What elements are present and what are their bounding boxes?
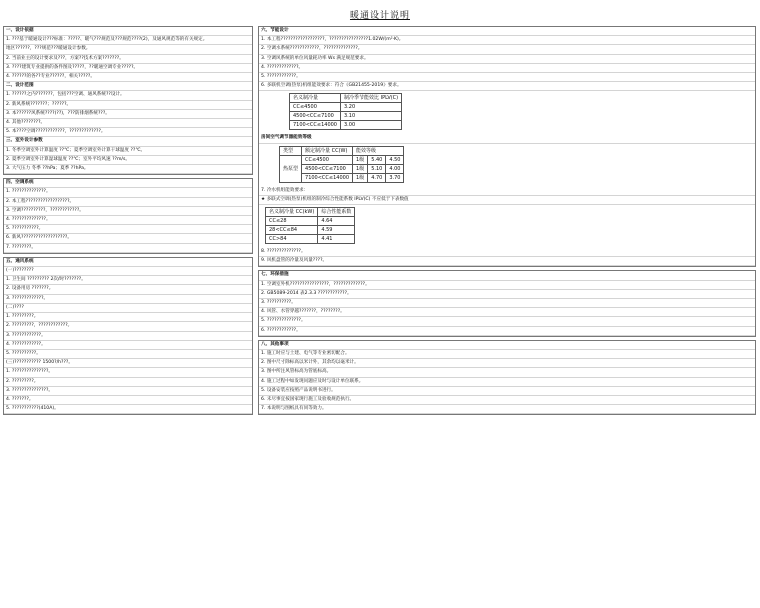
table3-cell: 4.59: [318, 226, 355, 235]
note-line: 2. 新风系统???????；??????。: [4, 101, 252, 110]
left-column: [3, 26, 253, 418]
note-line: 一、设计依据: [4, 27, 252, 36]
note-line: 6. 多联机空调(热泵)机组能效要求：符合《GB21455-2019》要求。: [259, 82, 755, 91]
note-line: 3. ????建筑专业提供的条件图及?????，??暖通空调专业?????。: [4, 64, 252, 73]
note-line: 五、通风系统: [4, 258, 252, 267]
note-line: 5. ???????????(410A)。: [4, 405, 252, 414]
right-section-1: [258, 26, 756, 267]
note-line: 6. 新风???????????????????。: [4, 234, 252, 243]
table2-cell: CC≤4500: [302, 155, 353, 164]
note-line: 地区??????，???规范???暖通设计参数。: [4, 45, 252, 54]
right-column: [258, 26, 756, 418]
note-line: 6. ????????????。: [259, 327, 755, 336]
table2-type: 热泵型: [280, 155, 302, 182]
note-line: 7. ????????。: [4, 244, 252, 253]
note-line: 3. 空调风系统的单位风量耗功率 Ws 满足规范要求。: [259, 55, 755, 64]
note-line: 9. 风机盘管的冷量及风量????。: [259, 257, 755, 266]
note-line: 3. ?????????????。: [4, 295, 252, 304]
table3-cell: 4.41: [318, 235, 355, 244]
note-line: 八、其他事项: [259, 341, 755, 350]
note-line: 1. 空调室外机????????????????，?????????????。: [259, 281, 755, 290]
note-line: 7. 冷水机组能效要求：: [259, 187, 755, 196]
right-section-1c-lines: [259, 248, 755, 266]
table1-cell: CC≤4500: [290, 103, 341, 112]
note-line: 4. ??????????????。: [4, 216, 252, 225]
table2-cell: 4.70: [368, 173, 386, 182]
note-line: 1. ??????之内???????，包括???空调、通风系统??设计。: [4, 91, 252, 100]
note-line: 四、空调系统: [4, 179, 252, 188]
note-line: 2. 空调水系统????????????，??????????????。: [259, 45, 755, 54]
note-line: 6. 未尽事宜按国家现行施工及验收规范执行。: [259, 396, 755, 405]
table2-cell: 4.00: [386, 164, 404, 173]
table2-cell: 1级: [353, 173, 368, 182]
table2-cell: 5.40: [368, 155, 386, 164]
table1-header-1: 制冷季节能效比 IPLV(C): [341, 94, 402, 103]
note-line: ★ 多联式空调(热泵)机组的制冷综合性能系数 IPLV(C) 不应低于下表数值: [259, 196, 755, 205]
note-line: 2. 当前业主的设计要求及???，方案??技术方案???????。: [4, 55, 252, 64]
right-section-1-lines: [259, 27, 755, 91]
note-line: 4. 其他????????。: [4, 119, 252, 128]
table3-cell: 28<CC≤84: [266, 226, 318, 235]
table3-header: 综合性能系数: [318, 208, 355, 217]
note-line: 2. ?????????。: [4, 378, 252, 387]
table1-cell: 3.10: [341, 112, 402, 121]
table2-cell: 4.50: [386, 155, 404, 164]
note-line: 5. ???????????。: [4, 225, 252, 234]
note-line: 4. ?????????????。: [259, 64, 755, 73]
note-line: 3. ???????????????。: [4, 387, 252, 396]
table3-cell: CC>84: [266, 235, 318, 244]
note-line: 3. 本??????风系统????(??)，???防排烟系统???。: [4, 110, 252, 119]
table3-cell: CC≤28: [266, 217, 318, 226]
note-line: 2. 图中尺寸除标高以米计外，其余均以毫米计。: [259, 359, 755, 368]
table1-cell: 4500<CC≤7100: [290, 112, 341, 121]
table1-cell: 3.20: [341, 103, 402, 112]
note-line: 5. 设备安装应按照产品说明书进行。: [259, 387, 755, 396]
table2-cell: 4500<CC≤7100: [302, 164, 353, 173]
note-line: (一)????????: [4, 267, 252, 276]
note-line: 2. 设备用房 ???????。: [4, 285, 252, 294]
table2-header: 额定制冷量 CC(W): [302, 146, 353, 155]
note-line: 3. ????????????。: [4, 332, 252, 341]
note-line: 2. ?????????，????????????。: [4, 322, 252, 331]
right-section-2: [258, 270, 756, 336]
table2-cell: 1级: [353, 155, 368, 164]
note-line: 2. 夏季空调室外计算湿球温度 ??℃；室外平均风速 ??m/s。: [4, 156, 252, 165]
note-line: 4. 风管、水管穿越???????，????????。: [259, 308, 755, 317]
note-line: 5. ??????????????。: [259, 317, 755, 326]
table2-cell: 5.10: [368, 164, 386, 173]
efficiency-table-1: [289, 93, 402, 130]
note-line: 4. ??????的各??专业??????，相关?????。: [4, 73, 252, 82]
note-line: 4. ???????。: [4, 396, 252, 405]
note-line: 二、设计范围: [4, 82, 252, 91]
note-line: 5. ????????????。: [259, 73, 755, 82]
note-line: 六、节能设计: [259, 27, 755, 36]
note-line: 1. 冬季空调室外计算温度 ??℃；夏季空调室外计算干球温度 ??℃。: [4, 147, 252, 156]
table2-caption: 房间空气调节器能效等级: [259, 134, 755, 143]
efficiency-table-2: [279, 146, 404, 183]
table2-cell: 1级: [353, 164, 368, 173]
note-line: 1. ???????????????。: [4, 368, 252, 377]
table1-cell: 3.00: [341, 121, 402, 130]
note-line: 7. 本说明与图纸具有同等效力。: [259, 405, 755, 414]
note-line: 1. ???基于暖通设计???标准：?????、暖气???规范及???规范????(2)，及通风规范等的有关规定。: [4, 36, 252, 45]
note-line: 4. ????????????。: [4, 341, 252, 350]
note-line: 4. 施工过程中如发现问题应及时与设计单位联系。: [259, 378, 755, 387]
page-title: 暖通设计说明: [349, 11, 410, 21]
table1-cell: 7100<CC≤14000: [290, 121, 341, 130]
note-line: 5. 本????空调????????????，?????????????。: [4, 128, 252, 137]
table2-header: 类型: [280, 146, 302, 155]
left-section-3: [3, 257, 253, 415]
note-line: (三)??????????? 1500?/h???。: [4, 359, 252, 368]
note-line: 5. ??????????。: [4, 350, 252, 359]
note-line: 1. ??????????????。: [4, 188, 252, 197]
left-section-2: [3, 178, 253, 254]
note-line: 3. 大气压力 冬季 ??hPa；夏季 ??hPa。: [4, 165, 252, 174]
table3-header: 名义制冷量 CC(kW): [266, 208, 318, 217]
iplv-table: [265, 207, 355, 244]
note-line: 1. 施工时应与土建、电气等专业密切配合。: [259, 350, 755, 359]
note-line: 三、室外设计参数: [4, 137, 252, 146]
note-line: 1. 卫生间 ????????? 2次/时???????。: [4, 276, 252, 285]
table2-cell: 7100<CC≤14000: [302, 173, 353, 182]
table2-header: 能效等级: [353, 146, 404, 155]
note-line: 3. ??????????。: [259, 299, 755, 308]
note-line: 2. 本工程??????????????????。: [4, 198, 252, 207]
note-line: (二)????: [4, 304, 252, 313]
table1-header-0: 名义制冷量: [290, 94, 341, 103]
table2-cell: 3.70: [386, 173, 404, 182]
note-line: 3. 图中所注风管标高为管底标高。: [259, 368, 755, 377]
note-line: 3. 空调??????????，????????????。: [4, 207, 252, 216]
note-line: 七、环保措施: [259, 271, 755, 280]
right-section-1b-lines: [259, 187, 755, 205]
note-line: 2. GB5089-2014 表2.3.3 ????????????。: [259, 290, 755, 299]
note-line: 1. ?????????。: [4, 313, 252, 322]
note-line: 8. ??????????????。: [259, 248, 755, 257]
table3-cell: 4.64: [318, 217, 355, 226]
right-section-3: [258, 340, 756, 416]
left-section-1: [3, 26, 253, 175]
note-line: 1. 本工程??????????????????，????????????????1.02W/(m²·K)。: [259, 36, 755, 45]
